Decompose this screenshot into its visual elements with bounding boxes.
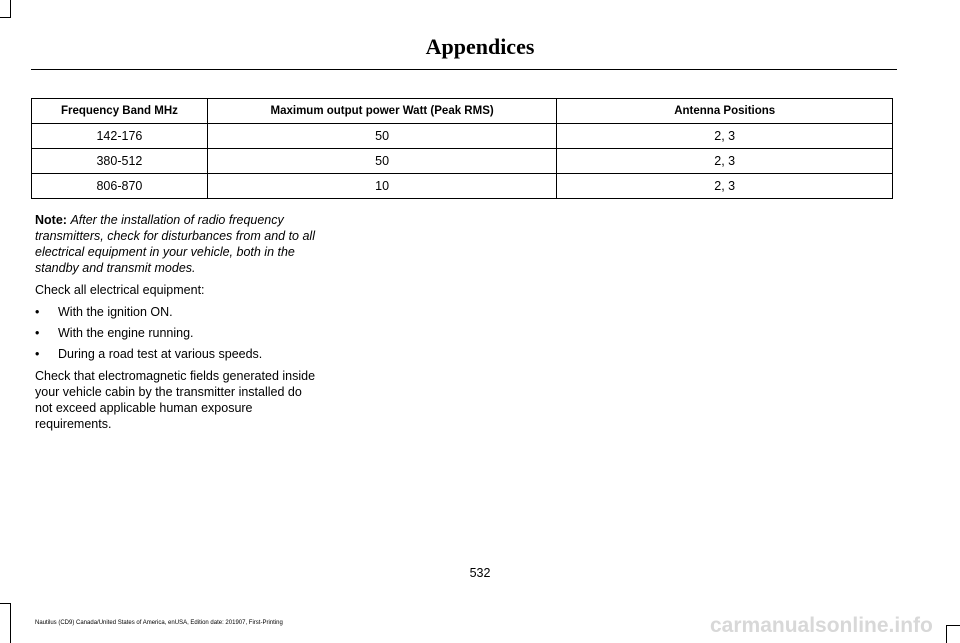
header-rule <box>31 69 897 70</box>
check-list <box>35 304 320 362</box>
cell-frequency-band: 806-870 <box>32 174 208 199</box>
note-label: Note: <box>35 213 67 227</box>
page-number: 532 <box>469 566 491 580</box>
table-header-row <box>32 99 893 124</box>
bullet-icon: • <box>35 347 40 361</box>
list-item-text: With the ignition ON. <box>58 305 173 319</box>
header-antenna-positions: Antenna Positions <box>557 99 893 124</box>
cell-antenna-positions: 2, 3 <box>557 174 893 199</box>
cell-frequency-band: 142-176 <box>32 124 208 149</box>
bullet-icon: • <box>35 305 40 319</box>
cell-max-output-power: 50 <box>207 149 557 174</box>
body-text <box>35 212 320 438</box>
cell-max-output-power: 50 <box>207 124 557 149</box>
list-item <box>35 325 320 341</box>
header-max-output-power: Maximum output power Watt (Peak RMS) <box>207 99 557 124</box>
cell-antenna-positions: 2, 3 <box>557 124 893 149</box>
page-title: Appendices <box>425 34 535 59</box>
list-item <box>35 304 320 320</box>
table-row <box>32 174 893 199</box>
list-item-text: With the engine running. <box>58 326 194 340</box>
bullet-icon: • <box>35 326 40 340</box>
note-text: After the installation of radio frequency transmitters, check for disturbances from and to all electrical equipment in your vehicle, both in the standby and transmit modes. <box>35 213 315 275</box>
crop-mark-bottom-right <box>946 625 947 643</box>
closing-paragraph: Check that electromagnetic fields generated inside your vehicle cabin by the transmitter installed do not exceed applicable human exposure requirements. <box>35 369 316 431</box>
table-row <box>32 149 893 174</box>
check-intro: Check all electrical equipment: <box>35 283 205 297</box>
watermark: carmanualsonline.info <box>710 614 933 637</box>
crop-mark-top-left-h <box>0 17 11 18</box>
edition-footer: Nautilus (CD9) Canada/United States of America, enUSA, Edition date: 201907, First-Printing <box>35 620 283 626</box>
cell-frequency-band: 380-512 <box>32 149 208 174</box>
crop-mark-top-left <box>10 0 11 18</box>
crop-mark-bottom-left-h <box>0 603 11 604</box>
crop-mark-bottom-left <box>10 603 11 643</box>
header-frequency-band: Frequency Band MHz <box>32 99 208 124</box>
list-item-text: During a road test at various speeds. <box>58 347 263 361</box>
table-row <box>32 124 893 149</box>
crop-mark-bottom-right-h <box>946 625 960 626</box>
cell-max-output-power: 10 <box>207 174 557 199</box>
note-paragraph <box>35 212 320 276</box>
frequency-table <box>31 98 893 199</box>
cell-antenna-positions: 2, 3 <box>557 149 893 174</box>
list-item <box>35 346 320 362</box>
